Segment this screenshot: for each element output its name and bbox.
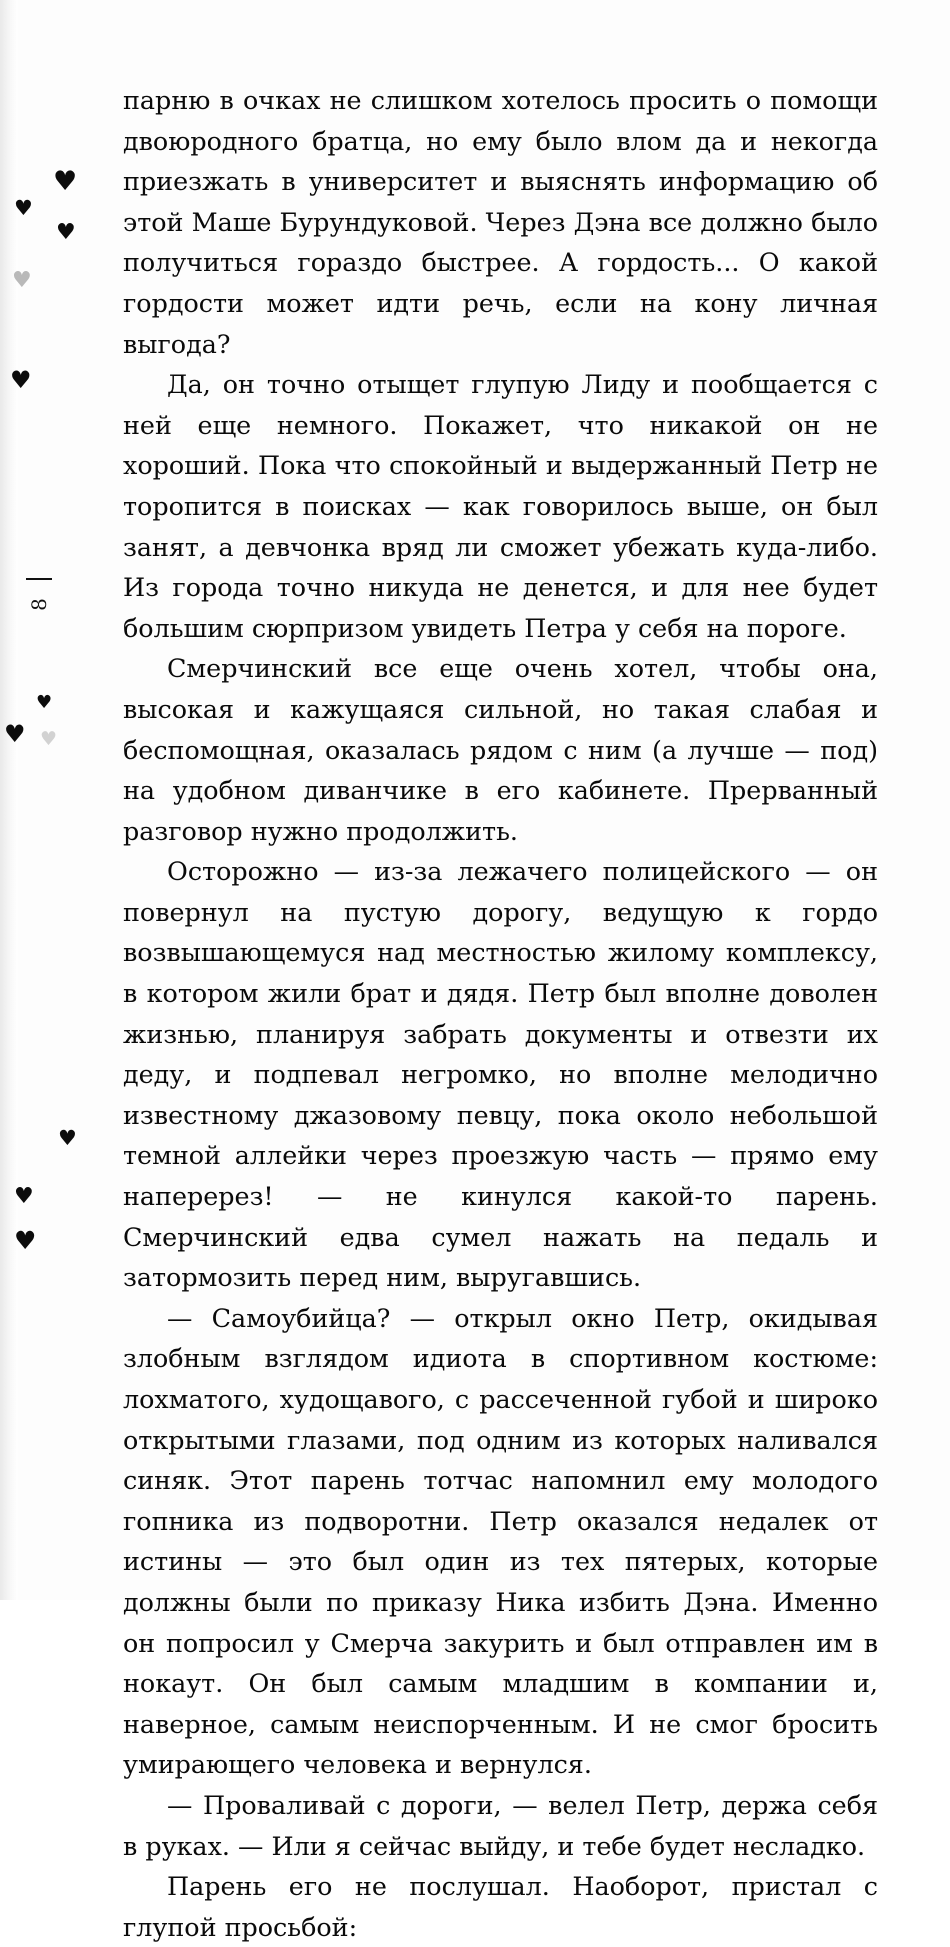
paragraph: — Самоубийца? — открыл окно Петр, окидывая злобным взглядом идиота в спортивном костюме: лохматого, худощавого, с рассеченной губой и широко открытыми глазами, под одним из которых наливался синяк. Этот парень тотчас напомнил ему молодого гопника из подворотни. Петр оказался недалек от истины — это был один из тех пятерых, которые должны были по приказу Ника избить Дэна. Именно он попросил у Смерча закурить и был отправлен им в нокаут. Он был самым младшим в компании и, наверное, самым неиспорченным. И не смог бросить умирающего человека и вернулся. (123, 1302, 878, 1780)
heart-icon: ♥ (36, 692, 53, 713)
heart-icon: ♥ (12, 268, 32, 293)
heart-icon: ♥ (56, 220, 76, 245)
paragraph: Да, он точно отыщет глупую Лиду и пообщается с ней еще немного. Покажет, что никакой он не хороший. Пока что спокойный и выдержанный Петр не торопится в поисках — как говорилось выше, он был занят, а девчонка вряд ли сможет убежать куда-либо. Из города точно никуда не денется, и для нее будет большим сюрпризом увидеть Петра у себя на пороге. (123, 369, 878, 643)
text-column (123, 80, 878, 1947)
paragraph: Парень его не послушал. Наоборот, пристал с глупой просьбой: (123, 1871, 878, 1942)
heart-icon: ♥ (14, 1226, 37, 1255)
heart-icon: ♥ (53, 166, 78, 197)
folio-rule (26, 578, 52, 580)
paragraph: Смерчинский все еще очень хотел, чтобы она, высокая и кажущаяся сильной, но такая слабая и беспомощная, оказалась рядом с ним (а лучше — под) на удобном диванчике в его кабинете. Прерванный разговор нужно продолжить. (123, 653, 878, 846)
heart-icon: ♥ (40, 728, 58, 750)
heart-icon: ♥ (14, 196, 33, 220)
heart-icon: ♥ (58, 1126, 77, 1150)
left-margin-decoration (0, 0, 110, 1600)
paragraph: парню в очках не слишком хотелось просить о помощи двоюродного братца, но ему было влом да и некогда приезжать в университет и выяснять информацию об этой Маше Бурундуковой. Через Дэна все должно было получиться гораздо быстрее. А гордость... О какой гордости может идти речь, если на кону личная выгода? (123, 85, 878, 359)
heart-icon: ♥ (4, 720, 26, 748)
heart-icon: ♥ (14, 1184, 34, 1209)
heart-icon: ♥ (10, 366, 32, 394)
paragraph: — Проваливай с дороги, — велел Петр, держа себя в руках. — Или я сейчас выйду, и тебе будет несладко. (123, 1789, 878, 1861)
page-number: 8 (26, 597, 51, 611)
paragraph: Осторожно — из-за лежачего полицейского — он повернул на пустую дорогу, ведущую к гордо возвышающемуся над местностью жилому комплексу, в котором жили брат и дядя. Петр был вполне доволен жизнью, планируя забрать документы и отвезти их деду, и подпевал негромко, но вполне мелодично известному джазовому певцу, пока около небольшой темной аллейки через проезжую часть — прямо ему наперерез! — не кинулся какой-то парень. Смерчинский едва сумел нажать на педаль и затормозить перед ним, выругавшись. (123, 856, 878, 1293)
